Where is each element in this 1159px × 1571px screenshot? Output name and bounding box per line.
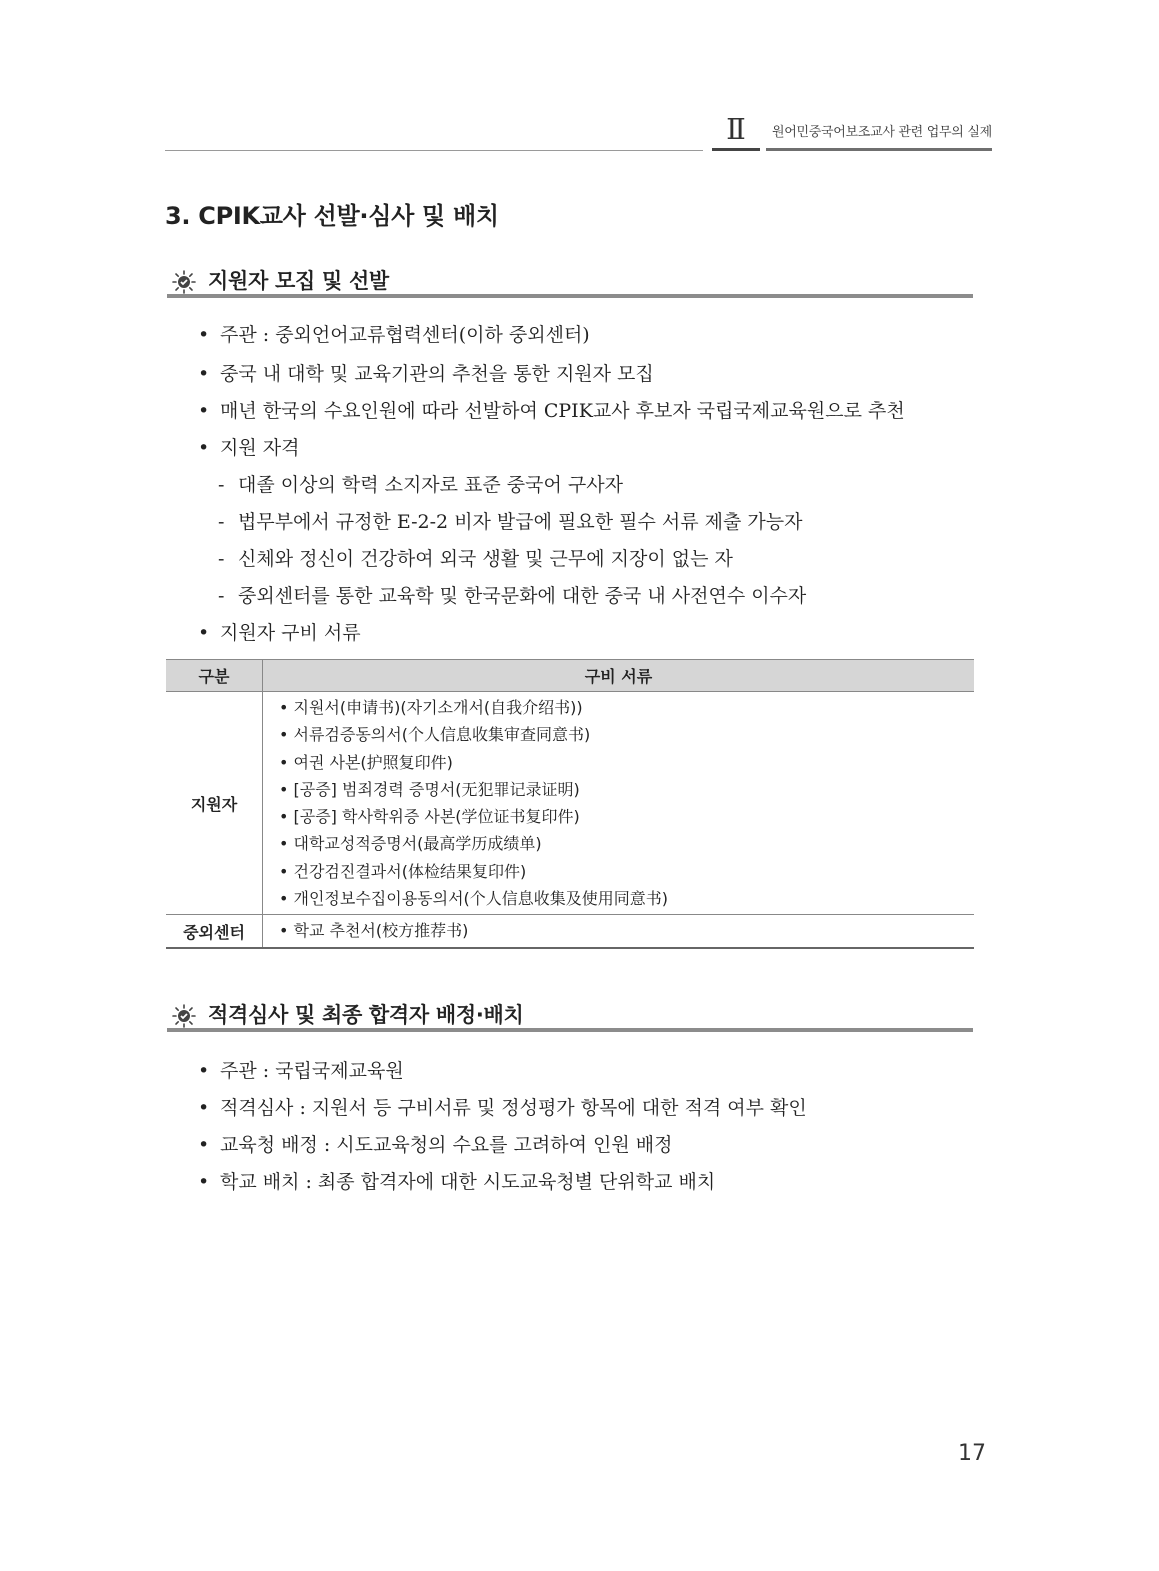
category-cell: 중외센터 [166, 915, 263, 948]
documents-cell [263, 692, 975, 915]
dash: - [218, 548, 225, 570]
list-item [198, 620, 361, 646]
bullet: • [198, 363, 210, 385]
sub-list-item-text: 법무부에서 규정한 E-2-2 비자 발급에 필요한 필수 서류 제출 가능자 [238, 511, 803, 533]
heading-rule [167, 1028, 973, 1032]
list-item-text: 교육청 배정 : 시도교육청의 수요를 고려하여 인원 배정 [220, 1134, 673, 1156]
documents-table [166, 659, 974, 949]
list-item-text: 지원자 구비 서류 [220, 622, 361, 644]
list-item [198, 398, 905, 424]
header-rule-right [766, 148, 992, 151]
list-item-text: 매년 한국의 수요인원에 따라 선발하여 CPIK교사 후보자 국립국제교육원으로 추천 [220, 400, 905, 422]
bullet: • [198, 1097, 210, 1119]
running-title: 원어민중국어보조교사 관련 업무의 실제 [772, 125, 992, 140]
list-item [198, 322, 590, 348]
sub-list-item-text: 신체와 정신이 건강하여 외국 생활 및 근무에 지장이 없는 자 [238, 548, 733, 570]
document-item: • 서류검증동의서(个人信息收集审查同意书) [279, 725, 591, 745]
subsection-heading-recruit [170, 266, 974, 300]
list-item [198, 1095, 807, 1121]
table-row [166, 915, 974, 948]
sub-list-item [218, 509, 802, 535]
dash: - [218, 474, 225, 496]
sub-list-item-text: 중외센터를 통한 교육학 및 한국문화에 대한 중국 내 사전연수 이수자 [238, 585, 807, 607]
column-header: 구분 [166, 660, 263, 692]
chapter-numeral-underline [712, 148, 760, 151]
sub-list-item [218, 583, 806, 609]
sun-check-icon [172, 270, 196, 294]
list-item-text: 적격심사 : 지원서 등 구비서류 및 정성평가 항목에 대한 적격 여부 확인 [220, 1097, 807, 1119]
category-cell: 지원자 [166, 692, 263, 915]
section-title: 3. CPIK교사 선발·심사 및 배치 [165, 202, 499, 230]
subsection-heading-label: 적격심사 및 최종 합격자 배정·배치 [208, 1003, 524, 1027]
list-item [198, 361, 654, 387]
bullet: • [198, 622, 210, 644]
sun-check-icon [172, 1004, 196, 1028]
list-item [198, 435, 299, 461]
table-header-row [166, 660, 974, 692]
chapter-numeral: Ⅱ [726, 112, 746, 146]
list-item-text: 주관 : 국립국제교육원 [220, 1060, 404, 1082]
bullet: • [198, 1060, 210, 1082]
list-item-text: 지원 자격 [220, 437, 300, 459]
document-item: • 건강검진결과서(体检结果复印件) [279, 861, 527, 881]
list-item-text: 학교 배치 : 최종 합격자에 대한 시도교육청별 단위학교 배치 [220, 1171, 716, 1193]
column-header: 구비 서류 [263, 660, 975, 692]
dash: - [218, 585, 225, 607]
bullet: • [198, 400, 210, 422]
bullet: • [198, 1171, 210, 1193]
list-item-text: 중국 내 대학 및 교육기관의 추천을 통한 지원자 모집 [220, 363, 654, 385]
header-rule-left [165, 150, 703, 151]
documents-cell [263, 915, 975, 948]
document-item: • 지원서(申请书)(자기소개서(自我介绍书)) [279, 698, 583, 717]
sub-list-item-text: 대졸 이상의 학력 소지자로 표준 중국어 구사자 [238, 474, 623, 496]
sub-list-item [218, 546, 733, 572]
dash: - [218, 511, 225, 533]
document-item: • [공증] 학사학위증 사본(学位证书复印件) [279, 807, 580, 827]
subsection-heading-label: 지원자 모집 및 선발 [208, 269, 389, 293]
sub-list-item [218, 472, 623, 498]
heading-rule [167, 294, 973, 298]
subsection-heading-screening [170, 1000, 974, 1034]
page-number: 17 [958, 1441, 986, 1466]
document-item: • 여권 사본(护照复印件) [279, 752, 453, 772]
list-item [198, 1058, 404, 1084]
document-item: • [공증] 범죄경력 증명서(无犯罪记录证明) [279, 779, 580, 799]
table-row [166, 692, 974, 915]
document-item: • 학교 추천서(校方推荐书) [279, 921, 469, 941]
document-item: • 개인정보수집이용동의서(个人信息收集及使用同意书) [279, 889, 669, 909]
list-item-text: 주관 : 중외언어교류협력센터(이하 중외센터) [220, 324, 590, 346]
document-item: • 대학교성적증명서(最高学历成绩单) [279, 834, 542, 854]
list-item [198, 1132, 672, 1158]
bullet: • [198, 324, 210, 346]
bullet: • [198, 437, 210, 459]
bullet: • [198, 1134, 210, 1156]
list-item [198, 1169, 715, 1195]
